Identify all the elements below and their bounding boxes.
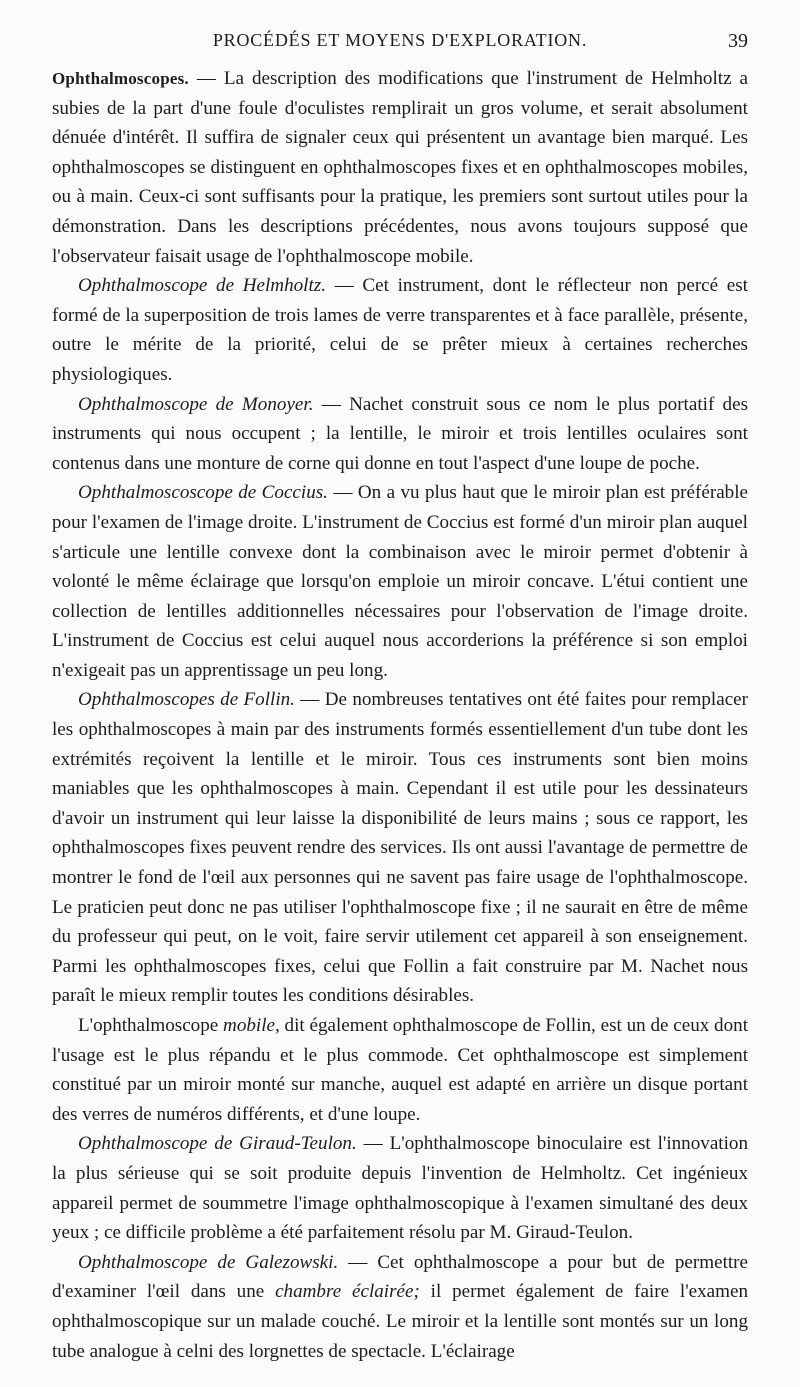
emphasis-text: chambre éclairée;	[275, 1281, 420, 1303]
paragraph-text: — De nombreuses tentatives ont été faites pour remplacer les ophthalmoscopes à main par des instruments formés essentiellement d'un tube dont les extrémités reçoivent la lentille et le miroir. Tous ces instruments sont bien moins maniables que les ophthalmoscopes à main. Cependant il est utile pour les dessinateurs d'avoir un instrument qui leur laisse la disponibilité de leurs mains ; sous ce rapport, les ophthalmoscopes fixes peuvent rendre des services. Ils ont aussi l'avantage de permettre de montrer le fond de l'œil aux personnes qui ne savent pas faire usage de l'ophthalmoscope. Le praticien peut donc ne pas utiliser l'ophthalmoscope fixe ; il ne saurait en être de même du professeur qui peut, on le voit, faire servir utilement cet appareil à son enseignement. Parmi les ophthalmoscopes fixes, celui que Follin a fait construire par M. Nachet nous paraît le mieux remplir toutes les conditions désirables.	[52, 689, 749, 1007]
paragraph-title: Ophthalmoscope de Giraud-Teulon.	[78, 1133, 357, 1155]
paragraph-galezowski	[52, 1248, 748, 1366]
paragraph-title: Ophthalmoscopes de Follin.	[78, 689, 295, 711]
emphasis-text: mobile,	[223, 1015, 280, 1036]
paragraph-text: — Cet ophthalmoscope a pour but de permettre d'examiner l'œil dans une	[52, 1251, 749, 1303]
paragraph-title: Ophthalmoscoscope de Coccius.	[78, 482, 328, 504]
paragraph-text: dit également ophthalmoscope de Follin, est un de ceux dont l'usage est le plus répandu et le plus commode. Cet ophthalmoscope est simplement constitué par un miroir monté sur manche, auquel est adapté en arrière un disque portant des verres de numéros différents, et d'une loupe.	[52, 1015, 749, 1125]
paragraph-title: Ophthalmoscope de Galezowski.	[78, 1251, 339, 1273]
paragraph-follin	[52, 685, 748, 1011]
paragraph-title: Ophthalmoscope de Helmholtz.	[78, 275, 326, 297]
page-number: 39	[728, 30, 748, 52]
paragraph-text: L'ophthalmoscope	[78, 1015, 224, 1036]
paragraph-helmholtz	[52, 271, 748, 389]
paragraph-text: — On a vu plus haut que le miroir plan est préférable pour l'examen de l'image droite. L'instrument de Coccius est formé d'un miroir plan auquel s'articule une lentille convexe dont la combinaison avec le miroir permet d'obtenir à volonté le même éclairage que lorsqu'on emploie un miroir concave. L'étui contient une collection de lentilles additionnelles nécessaires pour l'observation de l'image droite. L'instrument de Coccius est celui auquel nous accorderions la préférence si son emploi n'exigeait pas un apprentissage un peu long.	[52, 482, 748, 681]
running-head	[52, 30, 748, 64]
paragraph-text: — Nachet construit sous ce nom le plus portatif des instruments qui nous occupent ; la lentille, le miroir et trois lentilles oculaires sont contenus dans une monture de corne qui donne en tout l'aspect d'une loupe de poche.	[52, 393, 748, 474]
paragraph-giraud-teulon	[52, 1129, 748, 1247]
paragraph-text: — Cet instrument, dont le réflecteur non percé est formé de la superposition de trois lames de verre transparentes et à face parallèle, présente, outre le mérite de la priorité, celui de se prêter mieux à certaines recherches physiologiques.	[52, 275, 748, 385]
paragraph-mobile	[52, 1011, 748, 1129]
paragraph-text: — La description des modifications que l'instrument de Helmholtz a subies de la part d'une foule d'oculistes remplirait un gros volume, et serait absolument dénuée d'intérêt. Il suffira de signaler ceux qui présentent un avantage bien marqué. Les ophthalmoscopes se distinguent en ophthalmoscopes fixes et en ophthalmoscopes mobiles, ou à main. Ceux-ci sont suffisants pour la pratique, les premiers sont surtout utiles pour la démonstration. Dans les descriptions précédentes, nous avons toujours supposé que l'observateur faisait usage de l'ophthalmoscope mobile.	[52, 68, 748, 267]
paragraph-ophthalmoscopes	[52, 64, 748, 271]
body-text	[52, 64, 748, 1366]
section-lead: Ophthalmoscopes.	[52, 69, 189, 88]
paragraph-coccius	[52, 478, 748, 685]
paragraph-monoyer	[52, 390, 748, 479]
paragraph-title: Ophthalmoscope de Monoyer.	[78, 393, 314, 415]
paragraph-text: il permet également de faire l'examen ophthalmoscopique sur un malade couché. Le miroir et la lentille sont montés sur un long tube analogue à celni des lorgnettes de spectacle. L'éclairage	[52, 1281, 749, 1362]
running-title: PROCÉDÉS ET MOYENS D'EXPLORATION.	[212, 30, 588, 50]
paragraph-text: — L'ophthalmoscope binoculaire est l'innovation la plus sérieuse qui se soit produite depuis l'invention de Helmholtz. Cet ingénieux appareil permet de soummetre l'image ophthalmoscopique à l'examen simultané des deux yeux ; ce difficile problème a été parfaitement résolu par M. Giraud-Teulon.	[52, 1133, 748, 1244]
